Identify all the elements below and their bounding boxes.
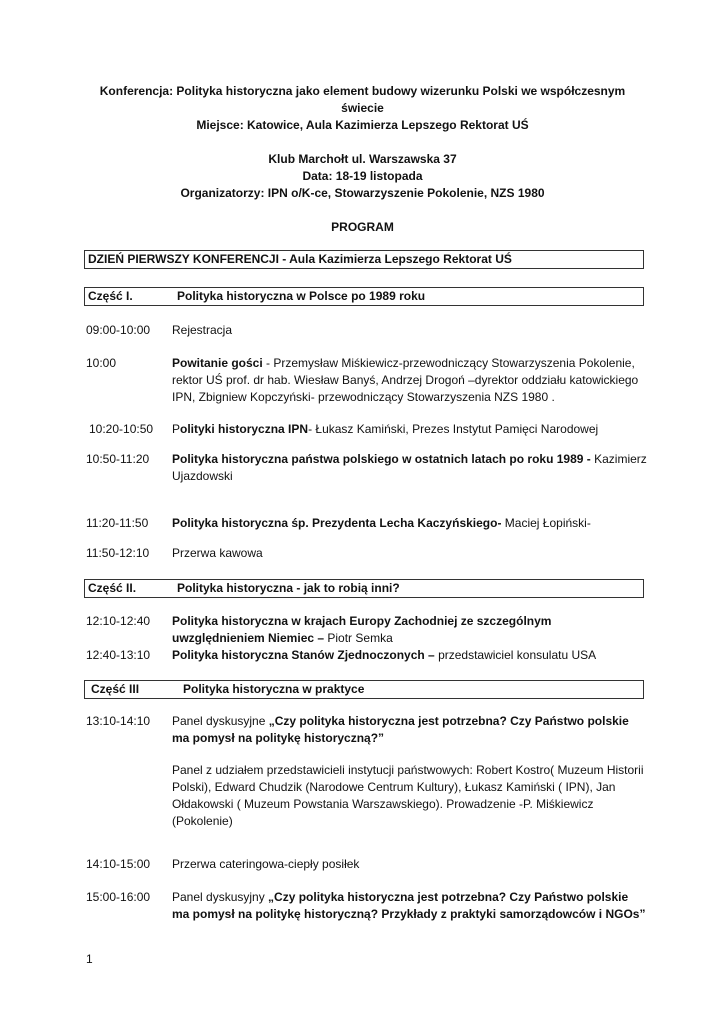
page-number: 1	[86, 952, 93, 966]
item-5: Przerwa kawowa	[172, 546, 263, 560]
time-5: 11:50-12:10	[86, 546, 150, 560]
part1-label: Część I.	[88, 289, 133, 303]
part2-box	[84, 579, 644, 598]
time-6: 12:10-12:40	[86, 614, 151, 628]
part3-title: Polityka historyczna w praktyce	[183, 682, 365, 696]
item-10: Przerwa cateringowa-ciepły posiłek	[172, 857, 360, 871]
item-4: Polityka historyczna śp. Prezydenta Lecha Kaczyńskiego- Maciej Łopiński-	[172, 516, 591, 530]
time-0: 09:00-10:00	[86, 323, 151, 337]
part2-title: Polityka historyczna - jak to robią inni?	[177, 581, 400, 595]
item-3: Polityka historyczna państwa polskiego w ostatnich latach po roku 1989 - Kazimierz Ujazdowski	[172, 452, 647, 483]
item-11: Panel dyskusyjny „Czy polityka historyczna jest potrzebna? Czy Państwo polskie ma pomysł na politykę historyczną? Przykłady z praktyki samorządowców i NGOs”	[172, 890, 646, 921]
item-8: Panel dyskusyjne „Czy polityka historyczna jest potrzebna? Czy Państwo polskie ma pomysł na politykę historyczną?”	[172, 714, 629, 745]
conference-title-line1: Konferencja: Polityka historyczna jako element budowy wizerunku Polski we współczesnym	[99, 84, 626, 98]
part3-box	[84, 680, 644, 699]
item-7: Polityka historyczna Stanów Zjednoczonych – przedstawiciel konsulatu USA	[172, 648, 597, 662]
time-8: 13:10-14:10	[86, 714, 151, 728]
venue: Miejsce: Katowice, Aula Kazimierza Lepszego Rektorat UŚ	[196, 118, 529, 132]
time-11: 15:00-16:00	[86, 890, 151, 904]
time-3: 10:50-11:20	[86, 452, 150, 466]
time-7: 12:40-13:10	[86, 648, 151, 662]
time-10: 14:10-15:00	[86, 857, 151, 871]
date: Data: 18-19 listopada	[302, 169, 423, 183]
day1-label: DZIEŃ PIERWSZY KONFERENCJI - Aula Kazimierza Lepszego Rektorat UŚ	[88, 252, 512, 266]
part1-title: Polityka historyczna w Polsce po 1989 roku	[177, 289, 426, 303]
time-4: 11:20-11:50	[86, 516, 149, 530]
time-2: 10:20-10:50	[89, 422, 154, 436]
part2-label: Część II.	[88, 581, 137, 595]
part1-box	[84, 287, 644, 306]
conference-title-line2: świecie	[341, 101, 384, 115]
club-address: Klub Marchołt ul. Warszawska 37	[268, 152, 457, 166]
item-2: Polityki historyczna IPN- Łukasz Kamiński, Prezes Instytut Pamięci Narodowej	[172, 422, 599, 436]
item-9: Panel z udziałem przedstawicieli instytucji państwowych: Robert Kostro( Muzeum Historii Polski), Edward Chudzik (Narodowe Centrum Kultury), Łukasz Kamiński ( IPN), Jan Ołdakowski ( Muzeum Powstania Warszawskiego). Prowadzenie -P. Miśkiewicz (Pokolenie)	[172, 763, 644, 828]
time-1: 10:00	[86, 356, 117, 370]
program-heading: PROGRAM	[331, 220, 394, 234]
organizers: Organizatorzy: IPN o/K-ce, Stowarzyszenie Pokolenie, NZS 1980	[180, 186, 545, 200]
day1-box	[84, 250, 644, 269]
item-1: Powitanie gości - Przemysław Miśkiewicz-przewodniczący Stowarzyszenia Pokolenie, rektor UŚ prof. dr hab. Wiesław Banyś, Andrzej Drogoń –dyrektor oddziału katowickiego IPN, Zbigniew Kopczyński- przewodniczący Stowarzyszenia NZS 1980 .	[172, 356, 639, 404]
item-0: Rejestracja	[172, 323, 233, 337]
part3-label: Część III	[91, 682, 140, 696]
item-6: Polityka historyczna w krajach Europy Zachodniej ze szczególnym uwzględnieniem Niemiec – Piotr Semka	[172, 614, 552, 645]
